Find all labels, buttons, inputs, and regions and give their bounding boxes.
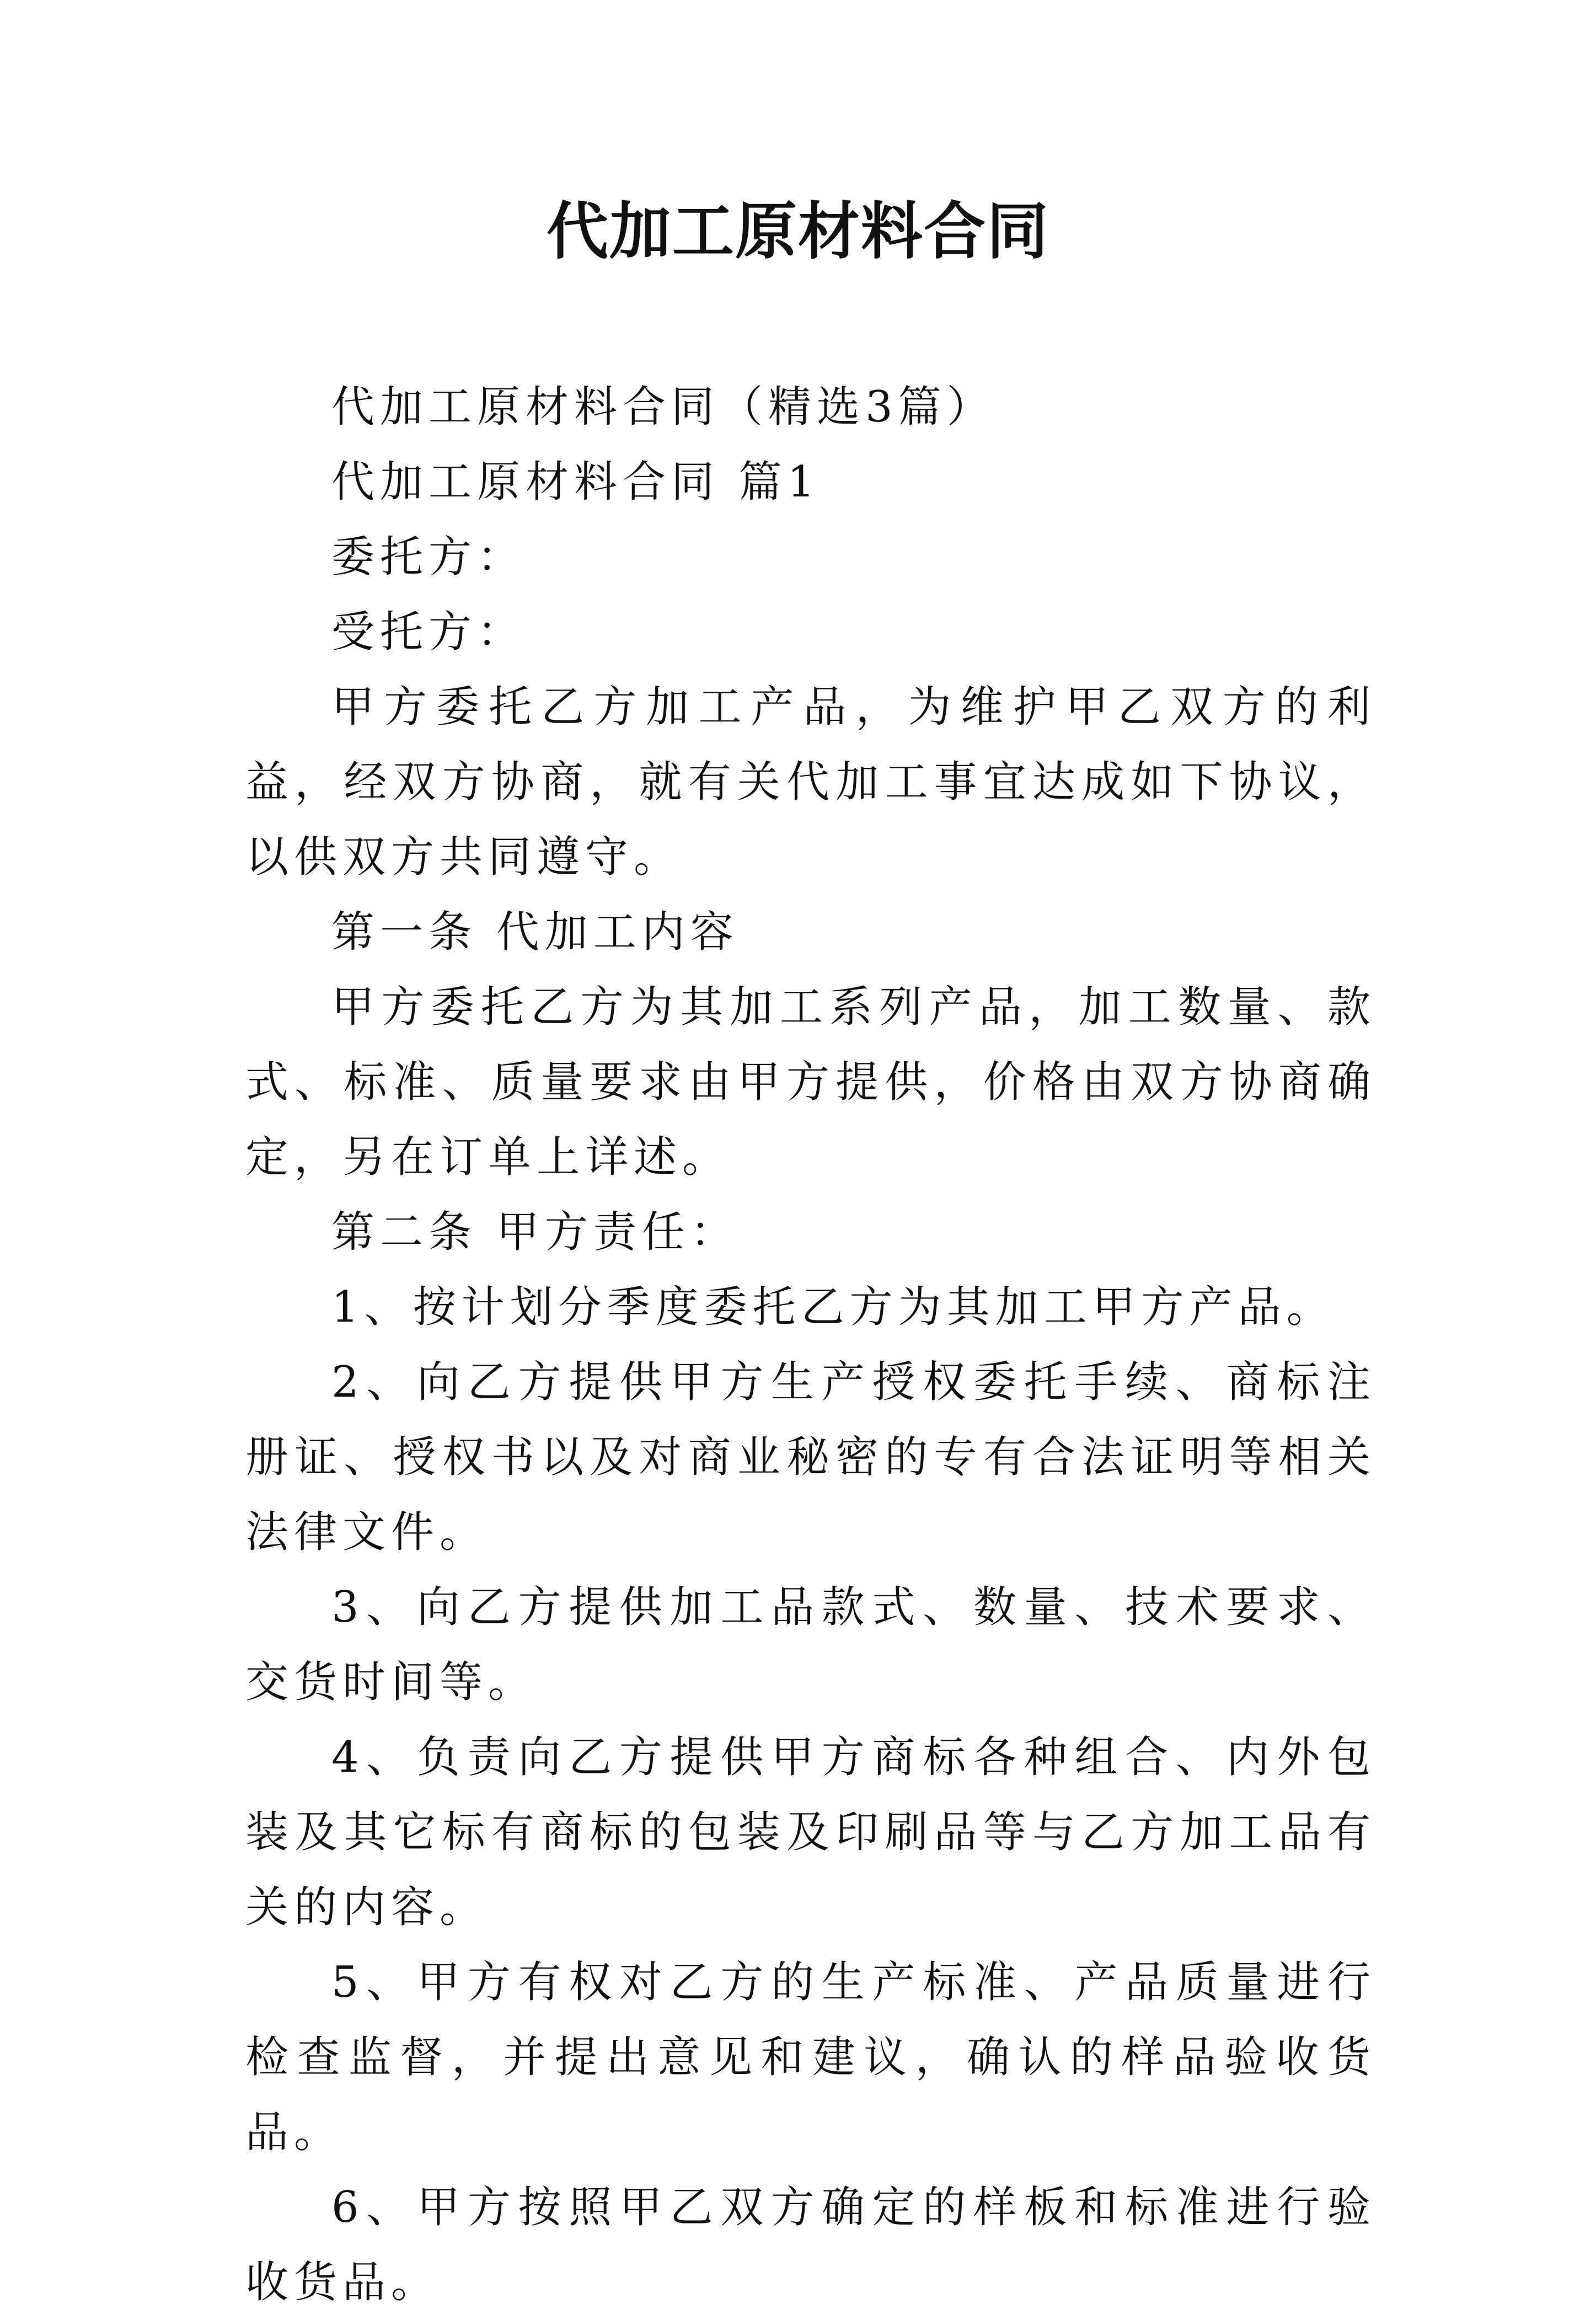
paragraph-item-3: 3、向乙方提供加工品款式、数量、技术要求、交货时间等。 xyxy=(245,1583,1376,1707)
document-title: 代加工原材料合同 xyxy=(547,195,1049,268)
paragraph-subtitle: 代加工原材料合同（精选3篇） xyxy=(331,382,995,432)
paragraph-client: 委托方： xyxy=(331,532,526,582)
paragraph-article-2-heading: 第二条 甲方责任： xyxy=(331,1207,739,1257)
paragraph-article-1-heading: 第一条 代加工内容 xyxy=(331,907,739,957)
paragraph-item-6: 6、甲方按照甲乙双方确定的样板和标准进行验收货品。 xyxy=(245,2183,1376,2307)
paragraph-preamble: 甲方委托乙方加工产品，为维护甲乙双方的利益，经双方协商，就有关代加工事宜达成如下协议，以供双方共同遵守。 xyxy=(245,682,1376,882)
document-body xyxy=(245,370,1376,2320)
paragraph-section-heading: 代加工原材料合同 篇1 xyxy=(331,457,821,507)
paragraph-item-1: 1、按计划分季度委托乙方为其加工甲方产品。 xyxy=(331,1282,1335,1332)
paragraph-contractor: 受托方： xyxy=(331,607,526,657)
paragraph-item-4: 4、负责向乙方提供甲方商标各种组合、内外包装及其它标有商标的包装及印刷品等与乙方加工品有关的内容。 xyxy=(245,1733,1376,1932)
paragraph-article-1-body: 甲方委托乙方为其加工系列产品，加工数量、款式、标准、质量要求由甲方提供，价格由双方协商确定，另在订单上详述。 xyxy=(245,982,1376,1182)
paragraph-item-5: 5、甲方有权对乙方的生产标准、产品质量进行检查监督，并提出意见和建议，确认的样品验收货品。 xyxy=(245,1958,1376,2157)
paragraph-item-2: 2、向乙方提供甲方生产授权委托手续、商标注册证、授权书以及对商业秘密的专有合法证明等相关法律文件。 xyxy=(245,1357,1376,1557)
